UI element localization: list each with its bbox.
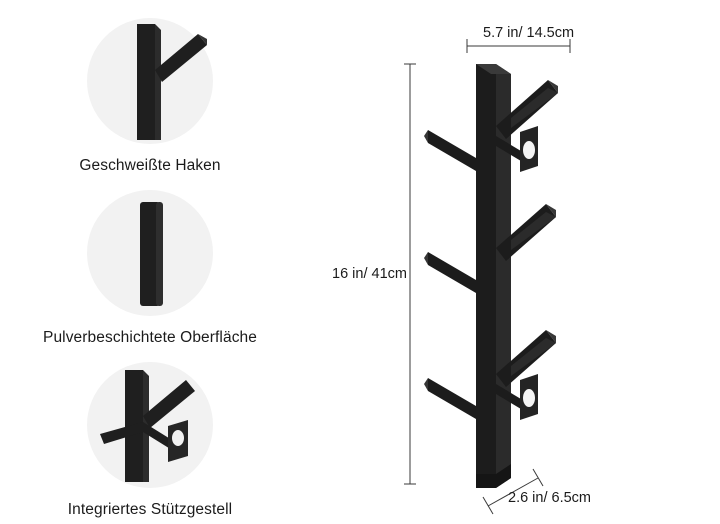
- feature-welded-hooks: [0, 18, 300, 176]
- dimension-height-label: 16 in/ 41cm: [332, 266, 407, 282]
- product-svg: [380, 8, 710, 518]
- product-illustration: [332, 8, 710, 518]
- feature-icon-area: [0, 362, 300, 492]
- feature-caption: Geschweißte Haken: [79, 157, 221, 174]
- welded-hook-icon: [80, 18, 220, 146]
- coat-rack-body: [424, 64, 558, 488]
- feature-icon-area: [0, 190, 300, 320]
- dimension-width-label: 5.7 in/ 14.5cm: [483, 25, 575, 41]
- feature-caption: Pulverbeschichtete Oberfläche: [43, 329, 257, 346]
- support-bracket-icon: [70, 362, 230, 490]
- coated-bar-icon: [80, 190, 220, 318]
- feature-caption: Integriertes Stützgestell: [67, 501, 233, 518]
- feature-icon-area: [0, 18, 300, 148]
- feature-powder-coated-surface: [0, 190, 300, 348]
- dimension-depth-label: 2.6 in/ 6.5cm: [508, 490, 592, 506]
- feature-integrated-support-frame: [0, 362, 300, 520]
